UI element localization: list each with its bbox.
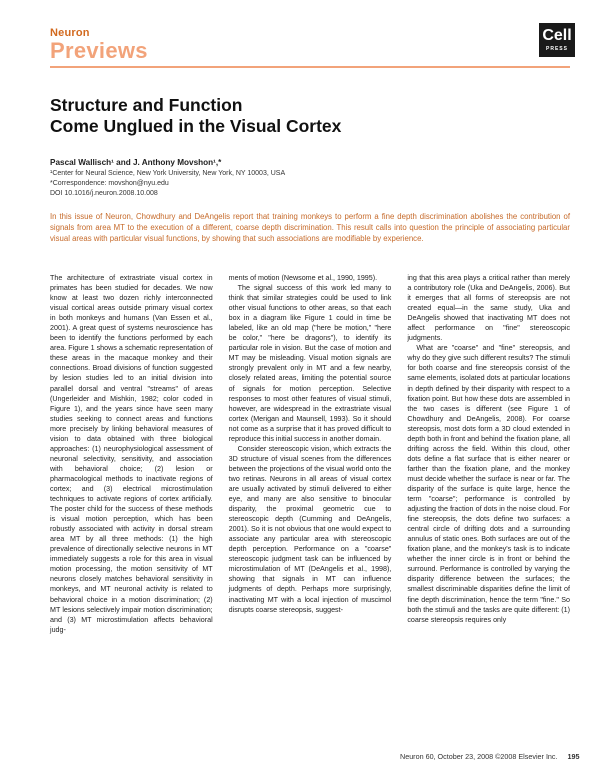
affiliations [50, 169, 285, 199]
journal-name: Neuron [50, 27, 90, 39]
article-title [50, 95, 570, 137]
column-2 [229, 273, 392, 743]
correspondence: *Correspondence: movshon@nyu.edu [50, 180, 169, 187]
section-label: Previews [50, 38, 148, 63]
logo-sub-text: PRESS [546, 46, 568, 52]
footer-citation: Neuron 60, October 23, 2008 ©2008 Elsevier Inc. [400, 752, 558, 761]
page-number: 195 [567, 752, 580, 761]
page-footer [400, 752, 580, 761]
title-line-1: Structure and Function [50, 95, 243, 115]
title-line-2: Come Unglued in the Visual Cortex [50, 116, 342, 136]
doi: DOI 10.1016/j.neuron.2008.10.008 [50, 190, 158, 197]
paragraph: Consider stereoscopic vision, which extracts the 3D structure of visual scenes from the differences between the projections of the visual world onto the two retinas. Neurons in all areas of visual cortex are usually activated by stimuli delivered to either eye, and many are also sensitive to binocular disparity, the proximal geometric cue to stereoscopic depth (Cumming and DeAngelis, 2001). So it is not obvious that one would expect to associate any particular area with stereoscopic depth perception. Performance on a "coarse" stereoscopic judgment task can be influenced by microstimulation of MT (DeAngelis et al., 1998), showing that signals in MT can influence judgments of depth. Perhaps more surprisingly, inactivating MT with a local injection of muscimol disrupts coarse stereopsis, suggest- [228, 444, 392, 614]
authors: Pascal Wallisch¹ and J. Anthony Movshon¹,* [50, 158, 222, 167]
body-text [50, 273, 570, 743]
column-1 [50, 273, 213, 743]
paragraph: ments of motion (Newsome et al., 1990, 1995). [228, 274, 378, 282]
logo-main-text: Cell [542, 27, 572, 44]
paragraph: The signal success of this work led many to think that similar strategies could be used to link other visual functions to other areas, so that each box in a diagram like Figure 1 could in time be labeled, like an old map ("here be motion," "here be color," "here be dragons"), to identify its particular role in vision. But the case of motion and MT may be misleading. Visual motion signals are strongly prevalent only in MT and a few nearby, closely related areas, limiting the potential source of signals for motion perception. Selective responses to most other features of visual stimuli, however, are widespread in the extrastriate visual cortex (Merigan and Maunsell, 1993). So it should not come as a surprise that it has proved difficult to reproduce this initial success in another domain. [228, 284, 392, 443]
paragraph: What are "coarse" and "fine" stereopsis, and why do they give such different results? The stimuli for both coarse and fine stereopsis consist of the same elements, isolated dots at particular locations in depth defined by their disparity with respect to a fixation point. But how these dots are assembled in the two cases is different (see Figure 1 of Chowdhury and DeAngelis, 2008). For coarse stereopsis, most dots form a 3D cloud extended in depth both in front and behind the fixation plane, all drifting across the field. Within this cloud, other dots define a flat surface that is either nearer or farther than the fixation plane, and the monkey must decide whether the surface is near or far. The disparity of the surface is quite large, hence the term "coarse"; performance is controlled by adjusting the fraction of dots in the noise cloud. For fine stereopsis, the dots define two surfaces: a central circle of drifting dots and a surrounding annulus of static ones. Both surfaces are out of the fixation plane, and the monkey's task is to indicate whether the inner circle is in front or behind the surround. Performance is controlled by varying the disparity difference between the surfaces; the smallest discriminable disparities define the limit of fine depth discrimination, hence the term "fine." So both the stimuli and the tasks are quite different: (1) coarse stereopsis requires only [407, 344, 571, 624]
header-rule [50, 66, 570, 68]
affiliation-1: ¹Center for Neural Science, New York University, New York, NY 10003, USA [50, 170, 286, 177]
abstract: In this issue of Neuron, Chowdhury and DeAngelis report that training monkeys to perform a fine depth discrimination abolishes the contribution of signals from area MT to the execution of a different, coarse depth discrimination. This result calls into question the principle of associating particular visual areas with particular visual functions, by showing that such associations are modifiable by experience. [50, 212, 570, 244]
paragraph: ing that this area plays a critical rather than merely a contributory role (Uka and DeAngelis, 2006). But it emerges that all forms of stereopsis are not created equal—in the same study, Uka and DeAngelis showed that inactivating MT does not affect performance on "fine" stereoscopic judgments. [407, 274, 571, 343]
cell-press-logo [539, 23, 575, 57]
column-3 [407, 273, 570, 743]
paragraph: The architecture of extrastriate visual cortex in primates has been studied for decades. We now know at least two dozen richly interconnected visual cortical areas outside primary visual cortex in both monkeys and humans (Van Essen et al., 2001). A great quest of systems neuroscience has been to identify the functions performed by each area. Figure 1 shows a schematic representation of these areas in the macaque monkey and their connections. Broad divisions of function suggested by lesion studies led to an initial division into parallel dorsal and ventral "streams" of areas (Ungerleider and Mishkin, 1982; color coded in Figure 1), and the years since have seen many studies seeking to connect areas and functions more precisely by linking behavioral measures of vision to data obtained with three biological approaches: (1) neurophysiological assessment of neuronal selectivity, sensitivity, and association with behavioral choice; (2) lesion or pharmacological methods to inactivate regions of cortex; and (3) electrical microstimulation techniques to activate regions of cortex artificially. The poster child for the success of these methods is visual motion perception, which has been robustly associated with activity in dorsal stream area MT by all three methods: (1) the high prevalence of directionally selective neurons in MT immediately suggests a role for this area in visual motion processing, the motion sensitivity of MT neurons closely matches behavioral sensitivity in monkeys, and MT neuronal activity is related to behavioral choice in a motion discrimination; (2) MT lesions selectively impair motion discrimination; and (3) MT microstimulation affects behavioral judg- [50, 274, 213, 634]
